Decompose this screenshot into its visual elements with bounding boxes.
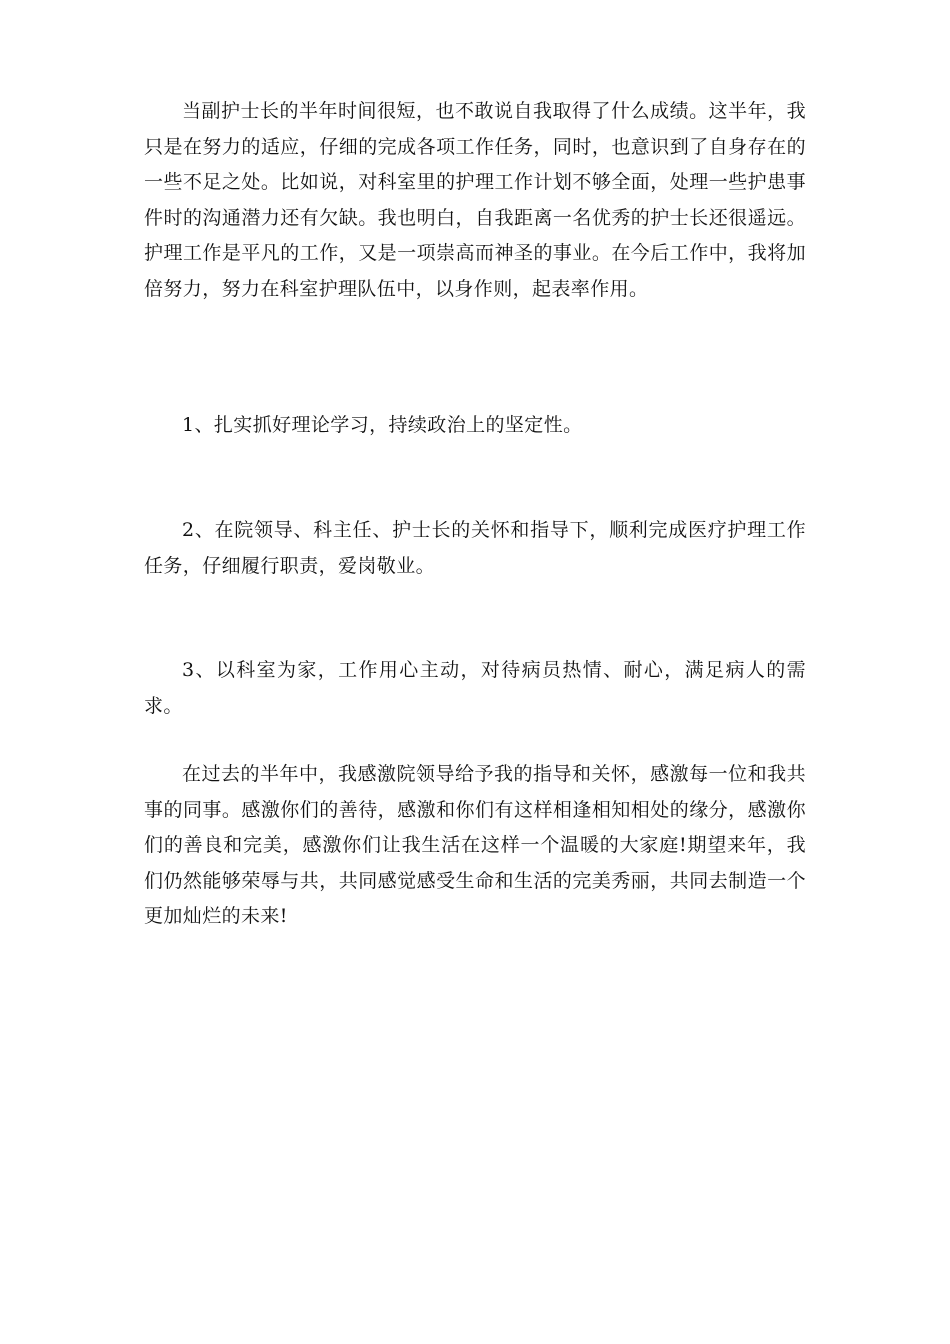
paragraph-closing: 在过去的半年中，我感激院领导给予我的指导和关怀，感激每一位和我共事的同事。感激你们的善待，感激和你们有这样相逢相知相处的缘分，感激你们的善良和完美，感激你们让我生活在这样一个温暖的大家庭!期望来年，我们仍然能够荣辱与共，共同感觉感受生命和生活的完美秀丽，共同去制造一个更加灿烂的未来! <box>144 763 806 927</box>
paragraph-intro: 当副护士长的半年时间很短，也不敢说自我取得了什么成绩。这半年，我只是在努力的适应，仔细的完成各项工作任务，同时，也意识到了自身存在的一些不足之处。比如说，对科室里的护理工作计划不够全面，处理一些护患事件时的沟通潜力还有欠缺。我也明白，自我距离一名优秀的护士长还很遥远。护理工作是平凡的工作，又是一项崇高而神圣的事业。在今后工作中，我将加倍努力，努力在科室护理队伍中，以身作则，起表率作用。 <box>144 100 806 300</box>
paragraph-item-2: 2、在院领导、科主任、护士长的关怀和指导下，顺利完成医疗护理工作任务，仔细履行职责，爱岗敬业。 <box>144 519 806 577</box>
paragraph-item-3: 3、以科室为家，工作用心主动，对待病员热情、耐心，满足病人的需求。 <box>144 659 806 717</box>
paragraph-item-1: 1、扎实抓好理论学习，持续政治上的坚定性。 <box>182 414 583 436</box>
